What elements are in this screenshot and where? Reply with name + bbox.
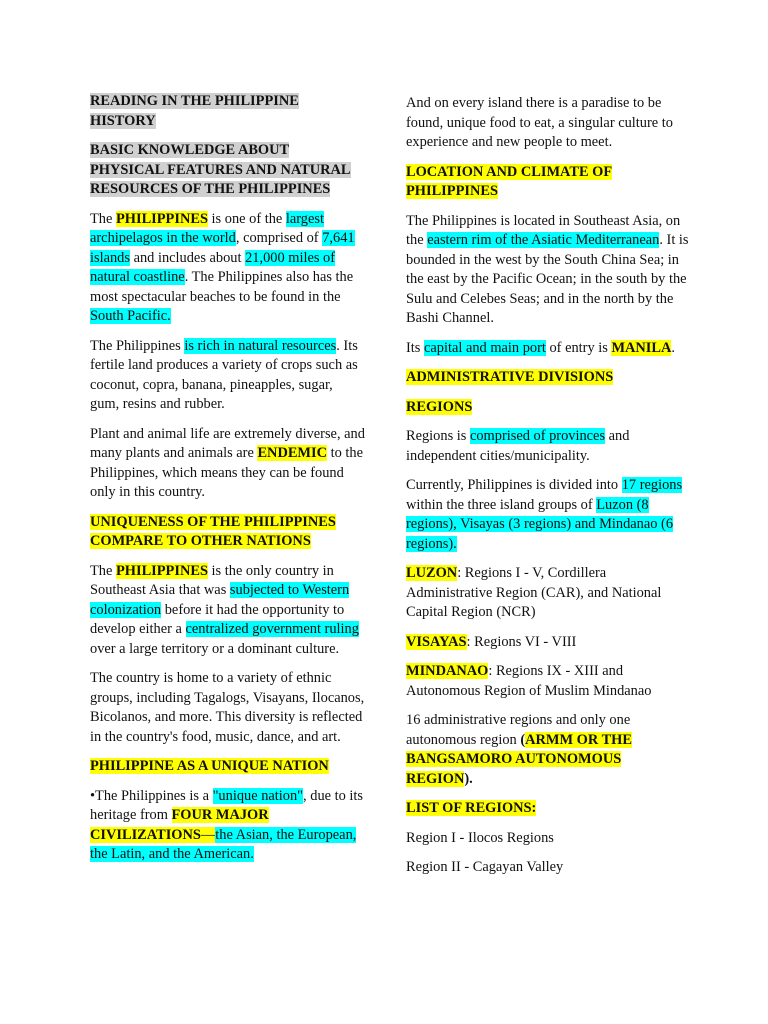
section-heading-location: LOCATION AND CLIMATE OF PHILIPPINES	[406, 163, 613, 199]
section-heading-unique-nation: PHILIPPINE AS A UNIQUE NATION	[90, 758, 329, 774]
paragraph-location: The Philippines is located in Southeast Asia, on the eastern rim of the Asiatic Mediterranean. It is bounded in the west by the South China Sea; in the east by the Pacific Ocean; in the south by the Sulu and Celebes Seas; and in the north by the Bashi Channel.	[406, 212, 689, 326]
section-heading-uniqueness: UNIQUENESS OF THE PHILIPPINES COMPARE TO OTHER NATIONS	[90, 513, 336, 549]
list-item-region-2: Region II - Cagayan Valley	[406, 859, 564, 875]
paragraph-regions-definition: Regions is comprised of provinces and independent cities/municipality.	[406, 428, 630, 464]
document-title: READING IN THE PHILIPPINE HISTORY	[90, 93, 299, 129]
paragraph-paradise: And on every island there is a paradise to be found, unique food to eat, a singular culture to experience and new people to meet.	[406, 95, 673, 150]
section-heading-regions: REGIONS	[406, 398, 473, 415]
paragraph-colonization: The PHILIPPINES is the only country in Southeast Asia that was subjected to Western colonization before it had the opportunity to develop either a centralized government ruling over a large territory or a dominant culture.	[90, 562, 359, 657]
paragraph-archipelago: The PHILIPPINES is one of the largest archipelagos in the world, comprised of 7,641 islands and includes about 21,000 miles of natural coastline. The Philippines also has the most spectacular beaches to be found in the South Pacific.	[90, 210, 355, 324]
left-column	[90, 92, 365, 875]
paragraph-endemic: Plant and animal life are extremely diverse, and many plants and animals are ENDEMIC to the Philippines, which means they can be found only in this country.	[90, 425, 365, 500]
paragraph-capital: Its capital and main port of entry is MANILA.	[406, 339, 676, 356]
paragraph-seventeen-regions: Currently, Philippines is divided into 17 regions within the three island groups of Luzon (8 regions), Visayas (3 regions) and Mindanao (6 regions).	[406, 477, 683, 552]
paragraph-ethnic-groups: The country is home to a variety of ethnic groups, including Tagalogs, Visayans, Ilocanos, Bicolanos, and more. This diversity is reflected in the country's food, music, dance, and art.	[90, 670, 365, 745]
section-heading-physical-features: BASIC KNOWLEDGE ABOUT PHYSICAL FEATURES AND NATURAL RESOURCES OF THE PHILIPPINES	[90, 142, 351, 197]
paragraph-luzon: LUZON: Regions I - V, Cordillera Administrative Region (CAR), and National Capital Region (NCR)	[406, 565, 662, 620]
list-item-region-1: Region I - Ilocos Regions	[406, 829, 554, 846]
paragraph-autonomous-region: 16 administrative regions and only one autonomous region (ARMM OR THE BANGSAMORO AUTONOMOUS REGION).	[406, 712, 632, 787]
section-heading-list-of-regions: LIST OF REGIONS:	[406, 800, 537, 816]
paragraph-visayas: VISAYAS: Regions VI - VIII	[406, 633, 577, 650]
paragraph-natural-resources: The Philippines is rich in natural resources. Its fertile land produces a variety of crops such as coconut, copra, banana, pineapples, sugar, gum, resins and rubber.	[90, 337, 358, 412]
paragraph-mindanao: MINDANAO: Regions IX - XIII and Autonomous Region of Muslim Mindanao	[406, 663, 652, 699]
right-column	[406, 94, 691, 888]
paragraph-four-civilizations: •The Philippines is a "unique nation", due to its heritage from FOUR MAJOR CIVILIZATIONS—the Asian, the European, the Latin, and the American.	[90, 787, 364, 862]
section-heading-administrative-divisions: ADMINISTRATIVE DIVISIONS	[406, 369, 614, 385]
